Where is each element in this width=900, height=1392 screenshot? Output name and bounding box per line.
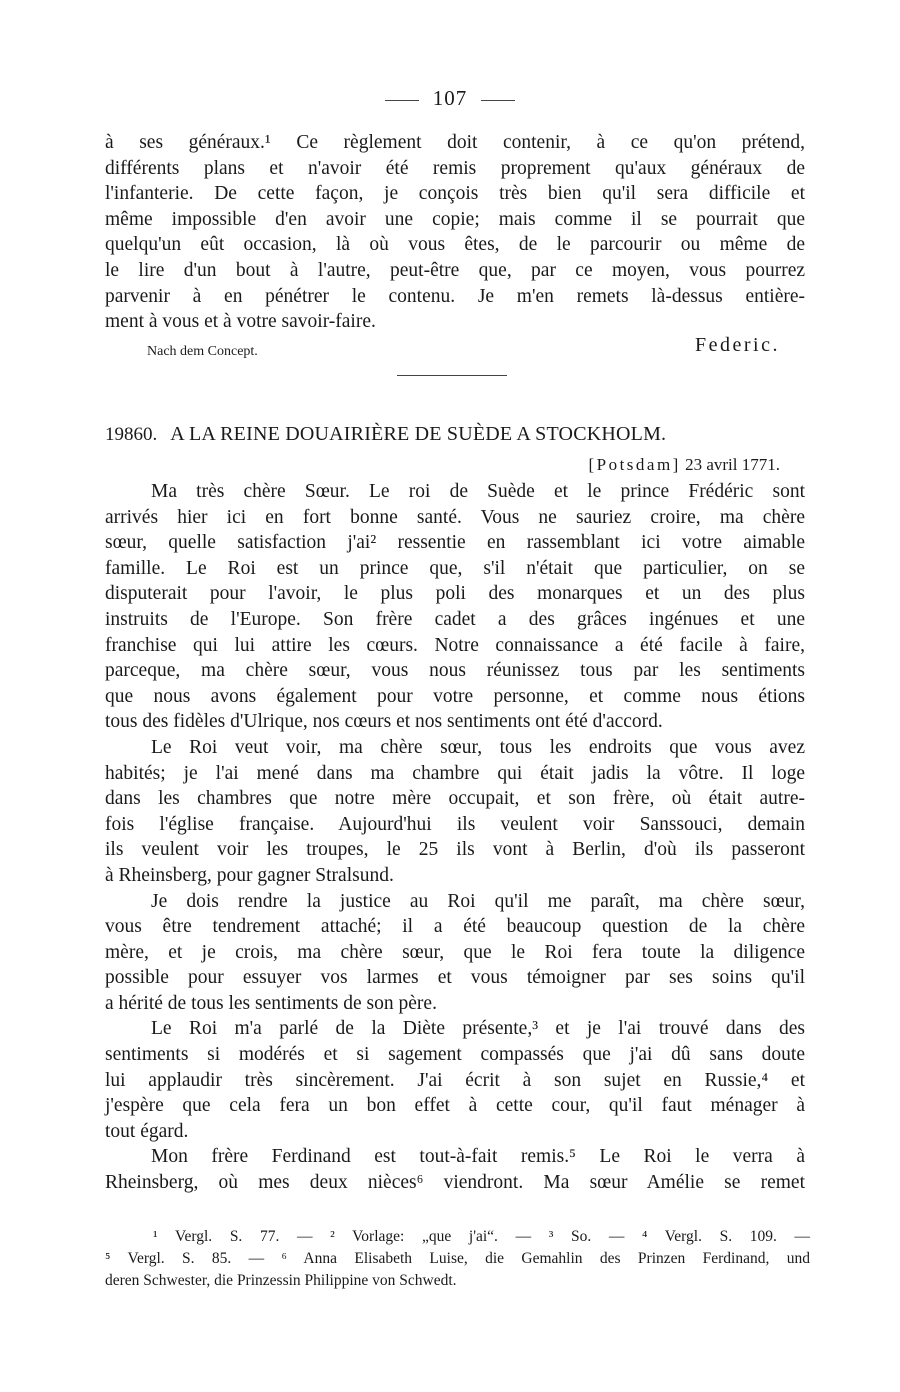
letter-title: A LA REINE DOUAIRIÈRE DE SUÈDE A STOCKHOLM.: [170, 423, 667, 445]
text-line: j'espère que cela fera un bon effet à cette cour, qu'il faut ménager à: [105, 1095, 805, 1117]
text-line: sœur, quelle satisfaction j'ai² ressentie en rassemblant ici votre aimable: [105, 532, 805, 554]
intro-paragraph: [105, 130, 805, 335]
text-line: Le Roi m'a parlé de la Diète présente,³ et je l'ai trouvé dans des: [151, 1018, 805, 1040]
text-line: instruits de l'Europe. Son frère cadet a des grâces ingénues et une: [105, 608, 805, 630]
text-line: habités; je l'ai mené dans ma chambre qui était jadis la vôtre. Il loge: [105, 762, 805, 784]
letter-body: [105, 479, 805, 1196]
text-line: disputerait pour l'avoir, le plus poli des monarques et un des plus: [105, 583, 805, 605]
closing-row: [105, 334, 780, 362]
letter-place: [Potsdam]: [588, 455, 681, 474]
text-line: même impossible d'en avoir une copie; mais comme il se pourrait que: [105, 208, 805, 230]
text-line: Ma très chère Sœur. Le roi de Suède et le prince Frédéric sont: [151, 481, 805, 502]
source-note: Nach dem Concept.: [147, 344, 258, 359]
text-line: possible pour essuyer vos larmes et vous témoigner par ses soins qu'il: [105, 967, 805, 989]
text-line: Rheinsberg, où mes deux nièces⁶ viendront. Ma sœur Amélie se remet: [105, 1172, 805, 1194]
text-line: famille. Le Roi est un prince que, s'il n'était que particulier, on se: [105, 557, 805, 579]
text-line: lui applaudir très sincèrement. J'ai écrit à son sujet en Russie,⁴ et: [105, 1069, 805, 1091]
text-line: dans les chambres que notre mère occupait, et son frère, où était autre-: [105, 788, 805, 810]
text-line: arrivés hier ici en fort bonne santé. Vous ne sauriez croire, ma chère: [105, 506, 805, 528]
text-line: ment à vous et à votre savoir-faire.: [105, 311, 376, 333]
text-line: a hérité de tous les sentiments de son père.: [105, 992, 437, 1014]
text-line: ils veulent voir les troupes, le 25 ils vont à Berlin, d'où ils passeront: [105, 839, 805, 861]
letter-dateline: [588, 455, 780, 475]
text-line: vous être tendrement attaché; il a été beaucoup question de la chère: [105, 916, 805, 938]
page-number: 107: [432, 86, 468, 110]
footnote-line: deren Schwester, die Prinzessin Philippine von Schwedt.: [105, 1272, 457, 1289]
text-line: franchise qui lui attire les cœurs. Notre connaissance a été facile à faire,: [105, 634, 805, 656]
text-line: tout égard.: [105, 1120, 189, 1142]
text-line: Je dois rendre la justice au Roi qu'il me paraît, ma chère sœur,: [151, 890, 805, 912]
text-line: tous des fidèles d'Ulrique, nos cœurs et nos sentiments ont été d'accord.: [105, 711, 663, 733]
left-dash: [385, 100, 419, 101]
right-dash: [481, 100, 515, 101]
footnotes: [105, 1226, 810, 1292]
section-divider: [397, 375, 507, 376]
letter-date: 23 avril 1771.: [685, 455, 780, 474]
letter-number: 19860.: [105, 424, 158, 445]
text-line: parceque, ma chère sœur, vous nous réunissez tous par les sentiments: [105, 660, 805, 682]
text-line: mère, et je crois, ma chère sœur, que le Roi fera toute la diligence: [105, 941, 805, 963]
signature: Federic.: [695, 334, 780, 356]
page-number-header: [0, 86, 900, 111]
text-line: parvenir à en pénétrer le contenu. Je m'en remets là-dessus entière-: [105, 285, 805, 307]
footnote-line: ¹ Vergl. S. 77. — ² Vorlage: „que j'ai“. — ³ So. — ⁴ Vergl. S. 109. —: [153, 1228, 810, 1245]
text-line: différents plans et n'avoir été remis proprement qu'aux généraux de: [105, 157, 805, 179]
text-line: Mon frère Ferdinand est tout-à-fait remis.⁵ Le Roi le verra à: [151, 1146, 805, 1168]
letter-heading: [105, 423, 805, 446]
text-line: l'infanterie. De cette façon, je conçois très bien qu'il sera difficile et: [105, 183, 805, 205]
footnote-line: ⁵ Vergl. S. 85. — ⁶ Anna Elisabeth Luise, die Gemahlin des Prinzen Ferdinand, und: [105, 1250, 810, 1267]
text-line: le lire d'un bout à l'autre, peut-être que, par ce moyen, vous pourrez: [105, 259, 805, 281]
text-line: que nous avons également pour votre personne, et comme nous étions: [105, 685, 805, 707]
text-line: Le Roi veut voir, ma chère sœur, tous les endroits que vous avez: [151, 736, 805, 758]
text-line: à Rheinsberg, pour gagner Stralsund.: [105, 864, 394, 886]
text-line: fois l'église française. Aujourd'hui ils veulent voir Sanssouci, demain: [105, 813, 805, 835]
text-line: sentiments si modérés et si sagement compassés que j'ai dû sans doute: [105, 1044, 805, 1066]
text-line: quelqu'un eût occasion, là où vous êtes, de le parcourir ou même de: [105, 234, 805, 256]
text-line: à ses généraux.¹ Ce règlement doit contenir, à ce qu'on prétend,: [105, 132, 805, 153]
